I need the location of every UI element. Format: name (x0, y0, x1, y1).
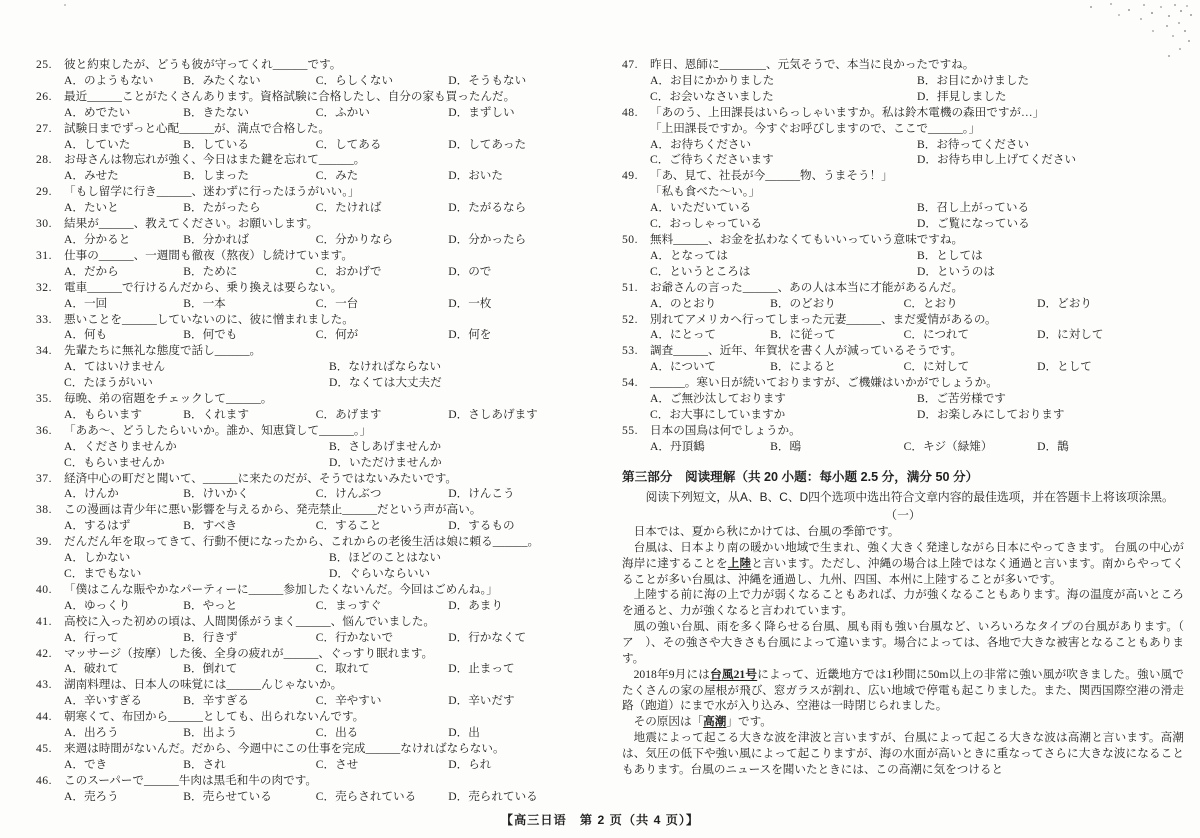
scan-noise-dots (0, 0, 2, 2)
option-B: B．お待ってください (917, 137, 1030, 151)
passage-paragraph: その原因は「高潮」です。 (633, 715, 772, 729)
option-A: A．となっては (650, 248, 728, 262)
option-B: B．売らせている (183, 789, 272, 803)
question-number: 34. (36, 344, 52, 358)
question-stem: 48. 「あのう、上田課長はいらっしゃいますか。私は鈴木電機の森田ですが…」 (622, 105, 1045, 119)
option-C: C．分かりなら (315, 232, 394, 246)
question-50 (622, 232, 1184, 280)
question-52 (622, 312, 1184, 344)
question-38 (36, 502, 594, 534)
option-D: D．ぐらいならいい (329, 567, 431, 580)
option-B: B．出よう (183, 726, 238, 740)
option-C: C．してある (315, 137, 382, 151)
question-stem: 39. だんだん年を取ってきて、行動不便になったから、これからの老後生活は娘に頼る______。 (36, 535, 540, 549)
option-A: A．していた (64, 137, 131, 151)
question-stem: 37. 経済中心の町だと聞いて、______に来たのだが、そうではないみたいです。 (36, 471, 458, 485)
question-number: 42. (36, 646, 52, 660)
option-D: D．いただけませんか (329, 455, 442, 469)
option-B: B．倒れて (183, 662, 238, 676)
question-number: 47. (622, 58, 638, 71)
question-stem: 30. 結果が______、教えてください。お願いします。 (36, 217, 319, 231)
option-A: A．にとって (650, 328, 717, 342)
option-A: A．ご無沙汰しております (650, 392, 786, 406)
option-A: A．ゆっくり (64, 598, 131, 612)
question-stem: 44. 朝寒くて、布団から______としても、出られないんです。 (36, 710, 365, 724)
options (36, 661, 594, 677)
option-C: C．行かないで (315, 630, 394, 644)
option-D: D．まずしい (448, 105, 515, 119)
option-D: D．するもの (448, 519, 515, 533)
question-stem: 27. 試験日までずっと心配______が、満点で合格した。 (36, 121, 330, 135)
option-B: B．行きず (183, 630, 238, 644)
option-A: A．丹頂鶴 (650, 439, 705, 453)
option-C: C．何が (315, 328, 359, 342)
question-stem: 33. 悪いことを______していないのに、彼に憎まれました。 (36, 312, 354, 326)
option-B: B．ご苦労様です (917, 392, 1006, 406)
passage-paragraph: 2018年9月には台風21号によって、近畿地方では1秒間に50m以上の非常に強い風が吹きました。強い風でたくさんの家の屋根が飛び、窓ガラスが割れ、広い地域で停電も起こりました。また、関西国際空港の滑走路（跑道）にまで水が入り込み、空港は一時閉じられました。 (622, 667, 1184, 713)
option-A: A．辛いすぎる (64, 694, 142, 708)
options (36, 137, 594, 153)
option-B: B．のどおり (770, 296, 836, 310)
question-number: 25. (36, 58, 52, 71)
option-D: D．売られている (448, 789, 538, 803)
question-number: 33. (36, 312, 52, 326)
option-B: B．さしあげませんか (329, 439, 442, 453)
option-C: C．たければ (315, 201, 382, 215)
question-number: 46. (36, 773, 52, 787)
option-B: B．くれます (183, 407, 249, 421)
question-54 (622, 375, 1184, 423)
option-B: B．一本 (183, 296, 226, 310)
option-D: D．というのは (917, 264, 995, 278)
question-29 (36, 184, 594, 216)
passage-paragraph: 地震によって起こる大きな波を津波と言いますが、台風によって起こる大きな波は高潮と言います。高潮は、気圧の低下や強い風によって起こりますが、海の水面が高いときに重なってさらに大きな波になることもあります。台風のニュースを聞いたときには、この高潮に気をつけると (622, 731, 1184, 776)
option-C: C．につれて (903, 328, 970, 342)
option-D: D．あまり (448, 598, 503, 612)
option-A: A．けんか (64, 487, 119, 501)
option-B: B．辛すぎる (183, 694, 249, 708)
options (622, 248, 1184, 280)
option-C: C．ご待ちくださいます (650, 153, 774, 167)
options (36, 757, 594, 773)
option-A: A．行って (64, 630, 119, 644)
question-30 (36, 216, 594, 248)
option-A: A．するはず (64, 519, 131, 533)
question-number: 48. (622, 105, 638, 119)
option-A: A．めでたい (64, 105, 131, 119)
question-number: 38. (36, 503, 52, 517)
question-stem: 45. 来週は時間がないんだ。だから、今週中にこの仕事を完成______なければならない。 (36, 741, 505, 755)
question-stem: 54. ______。寒い日が続いておりますが、ご機嫌はいかがでしょうか。 (622, 376, 998, 390)
options (622, 391, 1184, 423)
question-stem: 41. 高校に入った初めの頃は、人間関係がうまく______、悩んでいました。 (36, 614, 436, 628)
option-C: C．まっすぐ (315, 598, 382, 612)
option-C: C．すること (315, 519, 382, 533)
question-number: 39. (36, 535, 52, 549)
question-45 (36, 741, 594, 773)
options (622, 137, 1184, 169)
option-A: A．もらいます (64, 407, 142, 421)
options (36, 232, 594, 248)
question-number: 26. (36, 89, 52, 103)
options (36, 789, 594, 805)
options (36, 200, 594, 216)
option-C: C．辛やすい (315, 694, 382, 708)
option-C: C．までもない (64, 567, 142, 580)
option-C: C．みた (315, 169, 359, 183)
question-stem: 34. 先輩たちに無礼な態度で話し______。 (36, 344, 262, 358)
question-36 (36, 423, 594, 471)
passage-paragraph: 日本では、夏から秋にかけては、台風の季節です。 (633, 525, 900, 539)
option-B: B．鴎 (770, 439, 802, 453)
options (36, 693, 594, 709)
option-D: D．ので (448, 264, 492, 278)
question-number: 54. (622, 376, 638, 390)
question-number: 30. (36, 217, 52, 231)
question-44 (36, 709, 594, 741)
option-B: B．みたくない (183, 73, 261, 87)
option-C: C．に対して (903, 360, 970, 374)
option-B: B．している (183, 137, 249, 151)
options (36, 439, 594, 471)
question-number: 41. (36, 614, 52, 628)
question-35 (36, 391, 594, 423)
option-A: A．のとおり (650, 296, 717, 310)
passage-paragraph: 風の強い台風、雨を多く降らせる台風、風も雨も強い台風など、いろいろなタイプの台風があります。（ ア ）、その強さや大きさも台風によって違います。場合によっては、各地で大きな被害となることもあります。 (622, 620, 1196, 665)
question-40 (36, 582, 594, 614)
option-A: A．いただいている (650, 201, 752, 215)
option-D: D．けんこう (448, 487, 515, 501)
option-C: C．一台 (315, 296, 359, 310)
option-D: D．お楽しみにしております (917, 407, 1065, 421)
options (622, 296, 1184, 312)
option-C: C．らしくない (315, 73, 394, 87)
question-48 (622, 105, 1184, 169)
question-32 (36, 280, 594, 312)
right-column (622, 57, 1196, 805)
option-D: D．辛いだす (448, 694, 515, 708)
option-B: B．され (183, 757, 226, 771)
question-number: 32. (36, 280, 52, 294)
option-C: C．というところは (650, 264, 751, 278)
question-28 (36, 152, 594, 184)
option-B: B．ほどのことはない (329, 551, 442, 565)
option-D: D．一枚 (448, 296, 492, 310)
option-C: C．取れて (315, 662, 370, 676)
option-C: C．おかげで (315, 264, 382, 278)
question-stem: 「上田課長ですか。今すぐお呼びしますので、ここで______。」 (650, 121, 981, 135)
question-stem: 50. 無料______、お金を払わなくてもいいっていう意味ですね。 (622, 232, 964, 246)
option-D: D．行かなくて (448, 630, 527, 644)
options (36, 264, 594, 280)
underlined-term: 台風21号 (710, 667, 758, 681)
right-column-questions (622, 57, 1184, 455)
question-stem: 42. マッサージ（按摩）した後、全身の疲れが______、ぐっすり眠れます。 (36, 646, 434, 660)
option-A: A．のようもない (64, 73, 154, 87)
option-A: A．破れて (64, 662, 119, 676)
option-B: B．なければならない (329, 360, 442, 374)
option-B: B．きたない (183, 105, 249, 119)
question-25 (36, 57, 594, 89)
options (36, 518, 594, 534)
option-C: C．たほうがいい (64, 376, 153, 390)
option-A: A．みせた (64, 169, 119, 183)
question-number: 43. (36, 678, 52, 692)
options (36, 168, 594, 184)
option-C: C．ふかい (315, 105, 370, 119)
question-stem: 「私も食べた～い。」 (650, 185, 761, 199)
left-column-questions (36, 57, 594, 805)
question-number: 50. (622, 232, 638, 246)
option-A: A．何も (64, 328, 108, 342)
question-number: 49. (622, 169, 638, 183)
option-A: A．だから (64, 264, 119, 278)
option-D: D．おいた (448, 169, 503, 183)
options (622, 73, 1184, 105)
question-number: 53. (622, 344, 638, 358)
question-47 (622, 57, 1184, 105)
options (622, 327, 1184, 343)
question-number: 44. (36, 710, 52, 724)
option-B: B．しまった (183, 169, 249, 183)
option-D: D．何を (448, 328, 492, 342)
passage-title: （一） (885, 508, 921, 523)
question-number: 52. (622, 312, 638, 326)
option-D: D．に対して (1037, 328, 1104, 342)
options (36, 550, 594, 582)
underlined-term: 高潮 (703, 715, 727, 729)
option-A: A．について (650, 360, 717, 374)
question-31 (36, 248, 594, 280)
question-stem: 51. お爺さんの言った______、あの人は本当に才能があるんだ。 (622, 280, 964, 294)
option-D: D．拝見しました (917, 89, 1007, 103)
option-B: B．お目にかけました (917, 73, 1030, 87)
options (36, 486, 594, 502)
question-42 (36, 646, 594, 678)
options (36, 73, 594, 89)
option-B: B．たがったら (183, 201, 261, 215)
question-number: 35. (36, 392, 52, 406)
question-39 (36, 534, 594, 582)
question-stem: 53. 調査______、近年、年賀状を書く人が減っているそうです。 (622, 344, 963, 358)
option-B: B．やっと (183, 598, 238, 612)
section-instruction: 阅读下列短文，从A、B、C、D四个选项中选出符合文章内容的最佳选项，并在答题卡上将该项涂黑。 (645, 489, 1174, 504)
option-C: C．あげます (315, 407, 382, 421)
question-number: 40. (36, 582, 52, 596)
option-C: C．させ (315, 757, 359, 771)
question-stem: 26. 最近______ことがたくさんあります。資格試験に合格したし、自分の家も買ったんだ。 (36, 89, 516, 103)
option-D: D．られ (448, 757, 492, 771)
option-C: C．お大事にしていますか (650, 407, 786, 421)
option-C: C．とおり (903, 296, 958, 310)
question-46 (36, 773, 594, 805)
question-51 (622, 280, 1184, 312)
option-D: D．として (1037, 360, 1092, 374)
option-D: D．分かったら (448, 232, 527, 246)
question-stem: 49. 「あ、見て、社長が今______物、うまそう！」 (622, 169, 893, 183)
option-D: D．そうもない (448, 73, 527, 87)
question-stem: 31. 仕事の______、一週間も徹夜（熬夜）し続けています。 (36, 248, 353, 262)
option-D: D．止まって (448, 662, 515, 676)
option-B: B．けいかく (183, 487, 249, 501)
option-D: D．ご覧になっている (917, 217, 1030, 231)
option-B: B．召し上がっている (917, 201, 1030, 215)
question-27 (36, 121, 594, 153)
question-stem: 40. 「僕はこんな賑やかなパーティーに______参加したくないんだ。今回はごめんね。」 (36, 582, 498, 596)
options (36, 725, 594, 741)
option-D: D．してあった (448, 137, 527, 151)
option-A: A．でき (64, 757, 108, 771)
option-C: C．けんぶつ (315, 487, 382, 501)
question-number: 29. (36, 185, 52, 199)
question-49 (622, 168, 1184, 232)
option-C: C．出る (315, 726, 359, 740)
question-stem: 55. 日本の国鳥は何でしょうか。 (622, 423, 801, 437)
options (36, 598, 594, 614)
two-column-layout (36, 57, 1196, 805)
option-D: D．なくては大丈夫だ (329, 376, 442, 390)
options (36, 630, 594, 646)
options (622, 439, 1184, 455)
question-stem: 32. 電車______で行けるんだから、乗り換えは要らない。 (36, 280, 343, 294)
option-A: A．お目にかかりました (650, 73, 775, 87)
option-B: B．に従って (770, 328, 836, 342)
question-stem: 47. 昨日、恩師に________、元気そうで、本当に良かったですね。 (622, 58, 975, 71)
options (622, 359, 1184, 375)
option-A: A．くださりませんか (64, 439, 177, 453)
underlined-term: 上陸 (727, 556, 752, 570)
option-B: B．ために (183, 264, 238, 278)
question-stem: 36. 「ああ～、どうしたらいいか。誰か、知恵貸して______。」 (36, 423, 372, 437)
question-stem: 29. 「もし留学に行き______、迷わずに行ったほうがいい。」 (36, 185, 360, 199)
options (36, 105, 594, 121)
question-26 (36, 89, 594, 121)
question-55 (622, 423, 1184, 455)
options (36, 359, 594, 391)
option-D: D．どおり (1037, 296, 1092, 310)
reading-passage (622, 524, 1196, 778)
option-B: B．何でも (183, 328, 238, 342)
section-heading: 第三部分 阅读理解（共 20 小题：每小题 2.5 分，满分 50 分） (622, 469, 979, 484)
question-number: 51. (622, 280, 638, 294)
option-B: B．によると (770, 360, 836, 374)
option-B: B．としては (917, 248, 983, 262)
question-37 (36, 471, 594, 503)
question-34 (36, 343, 594, 391)
option-A: A．たいと (64, 201, 119, 215)
question-number: 27. (36, 121, 52, 135)
option-C: C．キジ（緑雉） (903, 439, 993, 453)
question-53 (622, 343, 1184, 375)
option-A: A．出ろう (64, 726, 119, 740)
option-A: A．一回 (64, 296, 108, 310)
option-C: C．お会いなさいました (650, 89, 774, 103)
options (622, 200, 1184, 232)
question-number: 37. (36, 471, 52, 485)
option-B: B．分かれば (183, 232, 249, 246)
option-B: B．すべき (183, 519, 238, 533)
options (36, 407, 594, 423)
page-footer: 【高三日语 第 2 页（共 4 页）】 (500, 813, 700, 827)
question-stem: 35. 毎晩、弟の宿題をチェックして______。 (36, 392, 273, 406)
option-D: D．お待ち申し上げてください (917, 153, 1077, 167)
option-A: A．しかない (64, 551, 131, 565)
question-stem: 43. 湖南料理は、日本人の味覚には______んじゃないか。 (36, 678, 343, 692)
option-A: A．売ろう (64, 789, 119, 803)
option-A: A．分かると (64, 232, 131, 246)
options (36, 327, 594, 343)
option-D: D．たがるなら (448, 201, 527, 215)
passage-paragraph: 上陸する前に海の上で力が弱くなることもあれば、力が強くなることもあります。海の温度が高いところを通ると、力が強くなると言われています。 (622, 588, 1184, 618)
option-C: C．もらいませんか (64, 455, 165, 469)
question-number: 45. (36, 741, 52, 755)
question-stem: 38. この漫画は青少年に悪い影響を与えるから、発売禁止______だという声が高い。 (36, 503, 482, 517)
question-stem: 28. お母さんは物忘れが強く、今日はまた鍵を忘れて______。 (36, 153, 366, 167)
option-D: D．出 (448, 726, 480, 740)
option-D: D．さしあげます (448, 407, 538, 421)
passage-paragraph: 台風は、日本より南の暖かい地域で生まれ、強く大きく発達しながら日本にやってきます。 台風の中心が海岸に達することを上陸と言います。ただし、沖縄の場合は上陸ではなく通過と言います。南からやってくることが多い台風は、沖縄を通過し、九州、四国、本州に上陸することが多いです。 (622, 540, 1184, 586)
option-A: A．お待ちください (650, 137, 752, 151)
question-41 (36, 614, 594, 646)
question-number: 31. (36, 248, 52, 262)
question-number: 36. (36, 423, 52, 437)
option-A: A．てはいけません (64, 360, 166, 374)
question-number: 55. (622, 423, 638, 437)
options (36, 296, 594, 312)
question-stem: 46. このスーパーで______牛肉は黒毛和牛の肉です。 (36, 773, 317, 787)
question-43 (36, 677, 594, 709)
question-number: 28. (36, 153, 52, 167)
reading-section (622, 468, 1196, 778)
question-stem: 52. 別れてアメリカへ行ってしまった元妻______、まだ愛情があるの。 (622, 312, 997, 326)
option-D: D．鵲 (1037, 439, 1069, 453)
question-stem: 25. 彼と約束したが、どうも彼が守ってくれ______です。 (36, 58, 342, 71)
question-33 (36, 312, 594, 344)
option-C: C．おっしゃっている (650, 217, 763, 231)
option-C: C．売らされている (315, 789, 417, 803)
